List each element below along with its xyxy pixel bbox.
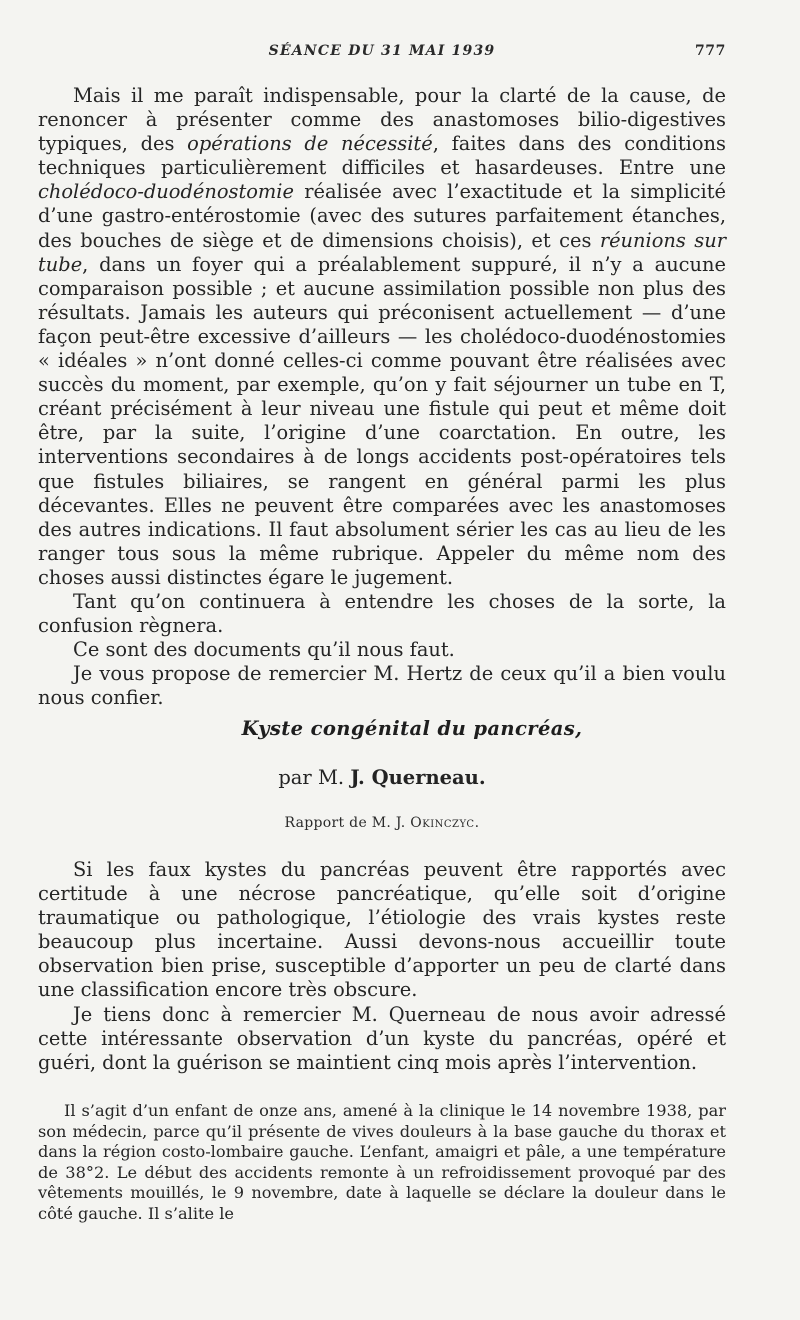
emphasis-operations-necessite: opérations de nécessité (187, 132, 433, 156)
byline-prefix: par M. (278, 766, 351, 789)
paragraph-remerciement-hertz: Je vous propose de remercier M. Hertz de ceux qu’il a bien voulu nous confier. (38, 662, 726, 710)
rapport-author: Okinczyc. (410, 815, 480, 831)
article-byline (38, 765, 726, 791)
paragraph-anastomoses (38, 84, 726, 590)
article-title: Kyste congénital du pancréas, (241, 717, 583, 740)
report-conclusion (38, 84, 726, 710)
rapport-prefix: Rapport de M. J. (284, 815, 411, 831)
emphasis-choledoco: cholédoco-duodénostomie (38, 180, 294, 204)
text-run: réalisée avec l’exactitude et la simplicité d’une gastro-entérostomie (avec des sutures parfaitement étanches, des bouches de siège et de dimensions choisis), et ces (38, 180, 726, 252)
paragraph-confusion: Tant qu’on continuera à entendre les choses de la sorte, la confusion règnera. (38, 589, 726, 638)
text-run: , faites dans des conditions techniques particulièrement difficiles et hasardeuses. Entre une (38, 132, 726, 180)
text-run: Mais il me paraît indispensable, pour la clarté de la cause, de renoncer à présenter comme des anastomoses bilio-digestives typiques, des (38, 84, 726, 156)
case-observation (38, 1101, 726, 1225)
paragraph-case-description: Il s’agit d’un enfant de onze ans, amené à la clinique le 14 novembre 1938, par son médecin, parce qu’il présente de vives douleurs à la base gauche du thorax et dans la région costo-lombaire gauche. L’enfant, amaigri et pâle, a une température de 38°2. Le début des accidents remonte à un refroidissement provoqué par des vêtements mouillés, le 9 novembre, date à laquelle se déclare la douleur dans le côté gauche. Il s’alite le (38, 1101, 726, 1223)
running-title: SÉANCE DU 31 MAI 1939 (268, 43, 496, 59)
report-introduction (38, 858, 726, 1075)
running-header (38, 43, 726, 63)
rapport-line (38, 813, 726, 833)
paragraph-documents: Ce sont des documents qu’il nous faut. (73, 638, 455, 662)
text-run: , dans un foyer qui a préalablement suppuré, il n’y a aucune comparaison possible ; et aucune assimilation possible non plus des résultats. Jamais les auteurs qui préconisent actuellement — d’une façon peut-être excessive d’ailleurs — les cholédoco-duodénostomies « idéales » n’ont donné celles-ci comme pouvant être réalisées avec succès du moment, par exemple, qu’on y fait séjourner un tube en T, créant précisément à leur niveau une fistule qui peut et même doit être, par la suite, l’origine d’une coarctation. En outre, les interventions secondaires à de longs accidents post-opératoires tels que fistules biliaires, se rangent en général parmi les plus décevantes. Elles ne peuvent être comparées avec les anastomoses des autres indications. Il faut absolument sérier les cas au lieu de les ranger tous sous la même rubrique. Appeler du même nom des choses aussi distinctes égare le jugement. (38, 252, 726, 589)
paragraph-faux-kystes: Si les faux kystes du pancréas peuvent être rapportés avec certitude à une nécrose pancréatique, qu’elle soit d’origine traumatique ou pathologique, l’étiologie des vrais kystes reste beaucoup plus incertaine. Aussi devons-nous accueillir toute observation bien prise, susceptible d’apporter un peu de clarté dans une classification encore très obscure. (38, 858, 726, 1002)
paragraph-remerciement-querneau: Je tiens donc à remercier M. Querneau de nous avoir adressé cette intéressante observation d’un kyste du pancréas, opéré et guéri, dont la guérison se maintient cinq mois après l’intervention. (38, 1002, 726, 1074)
page-number: 777 (694, 43, 726, 59)
emphasis-reunions-sur-tube: réunions sur tube (38, 228, 726, 276)
byline-author: J. Querneau. (350, 766, 486, 789)
article-heading (38, 716, 726, 833)
